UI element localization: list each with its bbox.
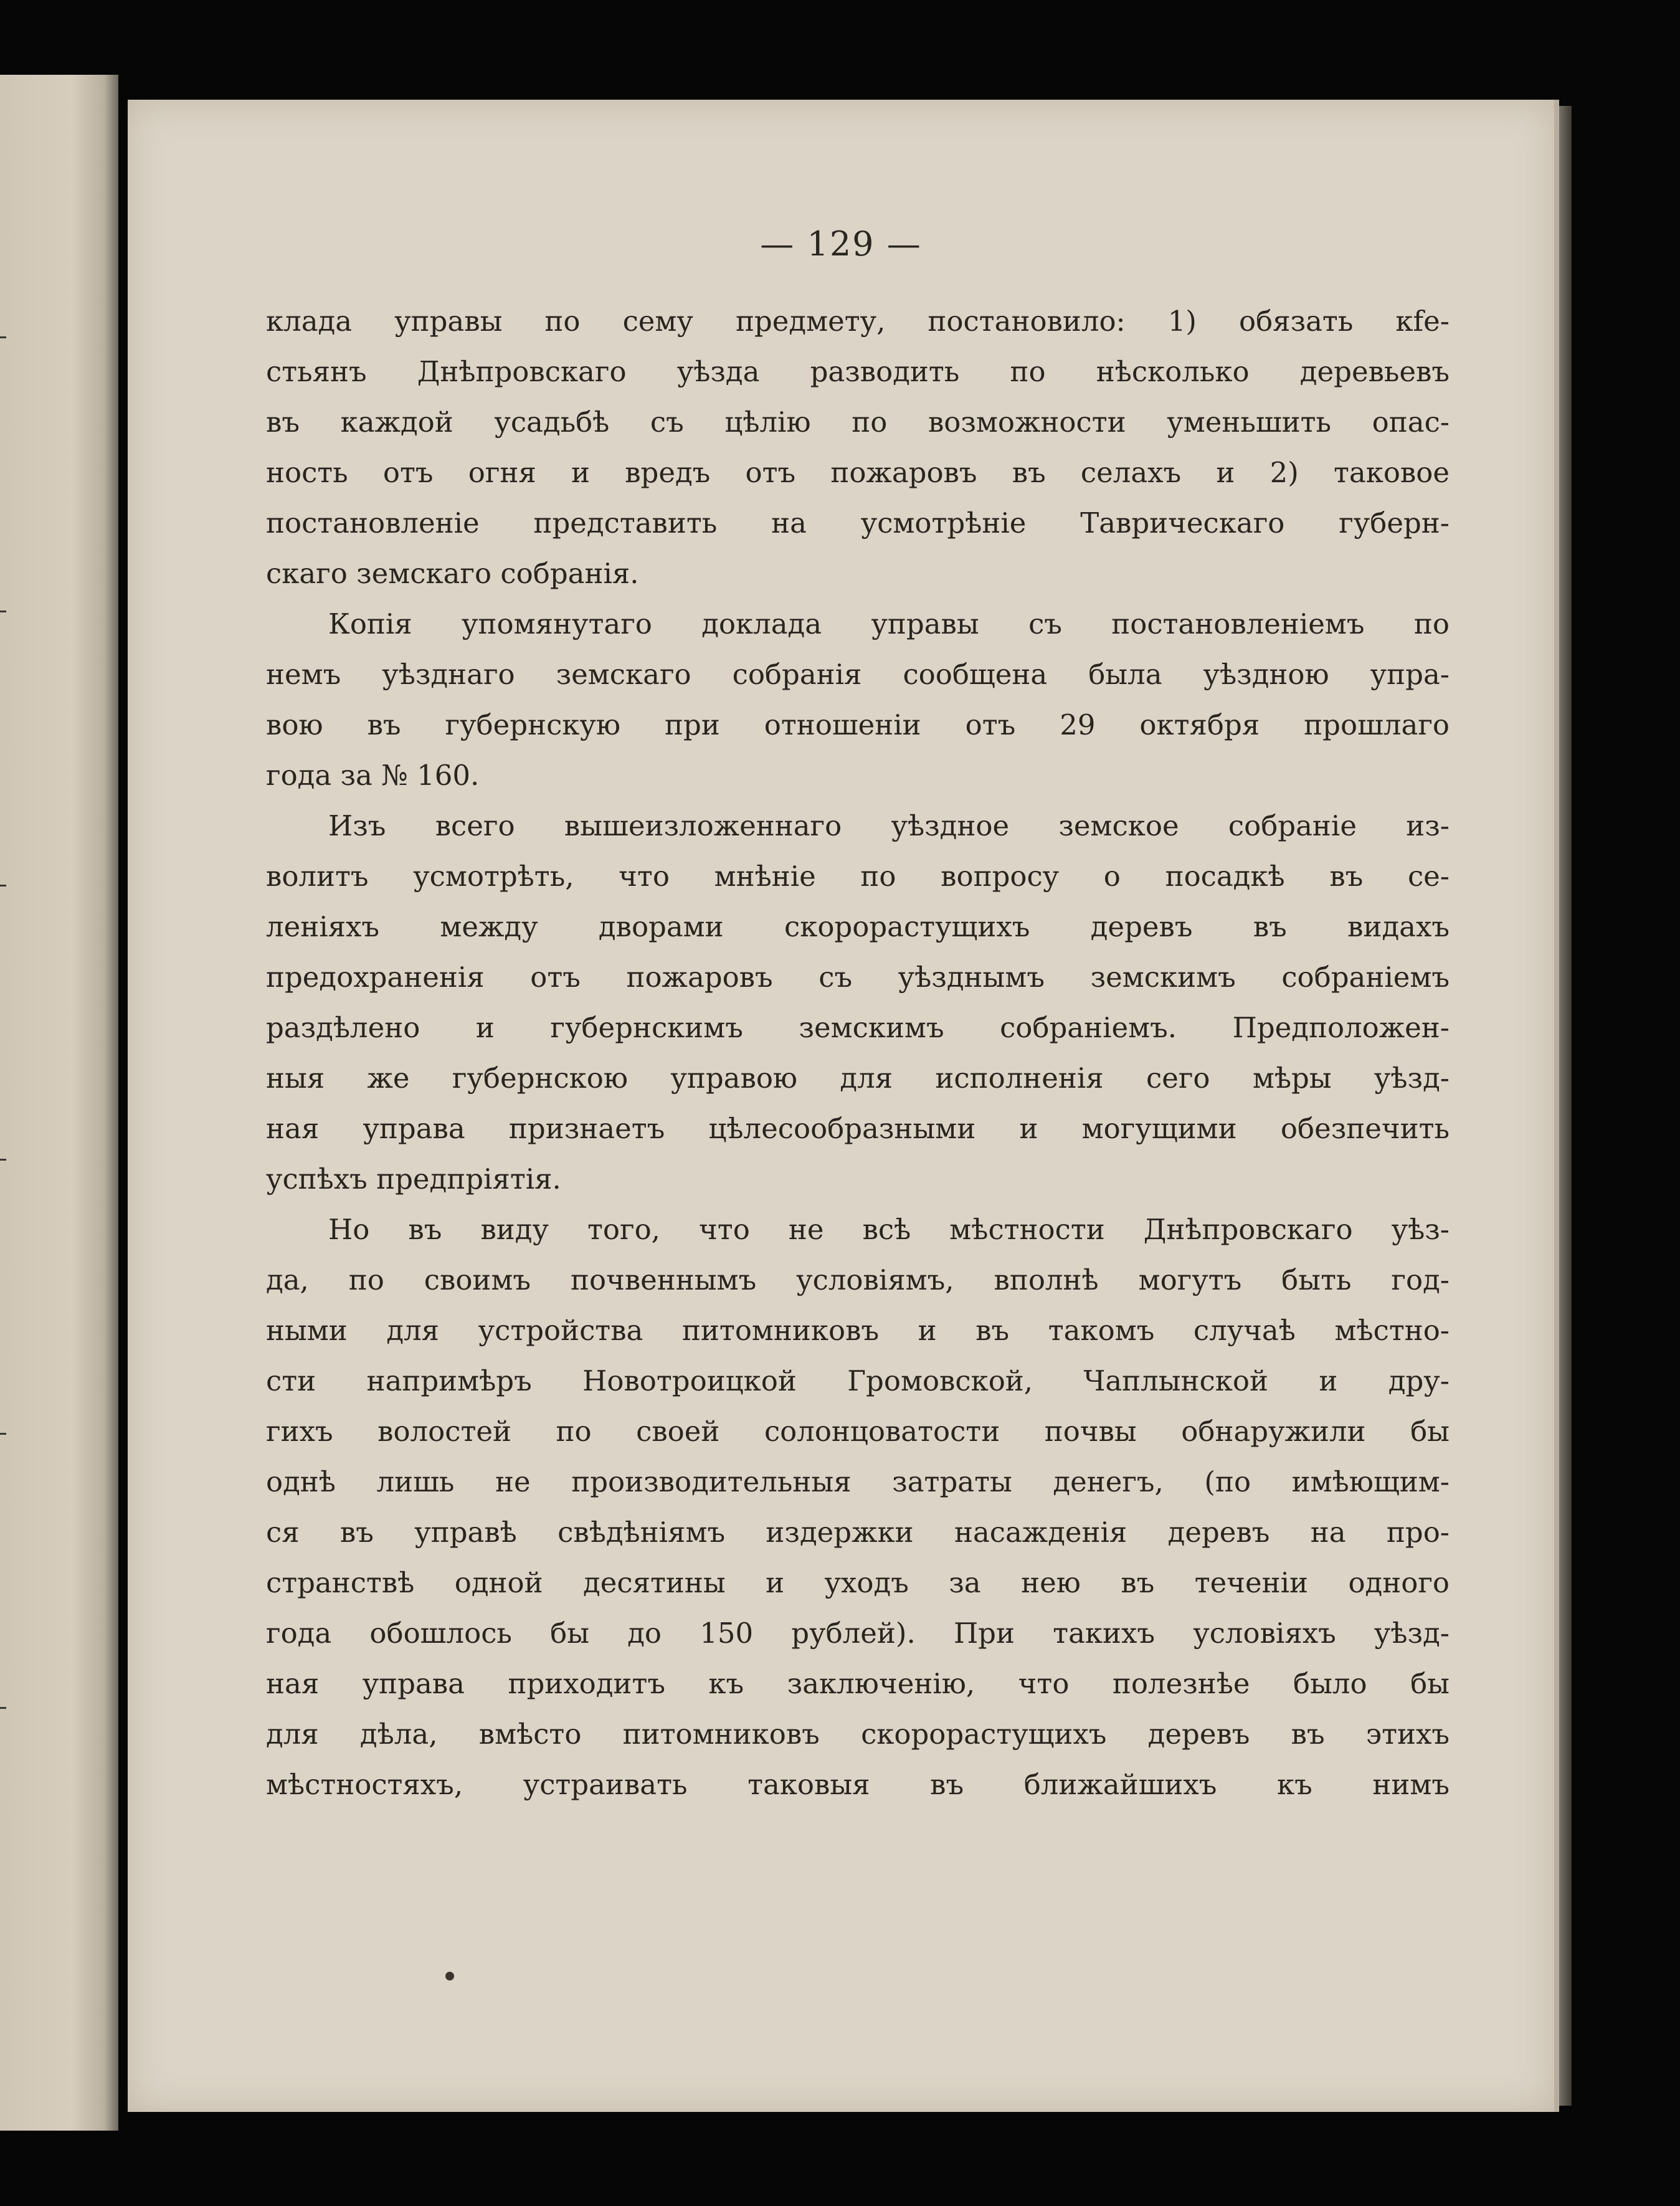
text-line: раздѣлено и губернскимъ земскимъ собраніемъ. Предположен-	[266, 1011, 1450, 1044]
text-line: странствѣ одной десятины и уходъ за нею въ теченіи одного	[266, 1566, 1450, 1599]
facing-page-mark	[0, 1433, 6, 1435]
text-line: мѣстностяхъ, устраивать таковыя въ ближайшихъ къ нимъ	[266, 1768, 1450, 1801]
book-page	[128, 100, 1559, 2112]
text-line: ными для устройства питомниковъ и въ такомъ случаѣ мѣстно-	[266, 1314, 1450, 1347]
facing-page-edge	[0, 75, 118, 2131]
text-line: Изъ всего вышеизложеннаго уѣздное земское собраніе из-	[328, 809, 1450, 842]
text-line: ныя же губернскою управою для исполненія сего мѣры уѣзд-	[266, 1062, 1450, 1095]
text-line: клада управы по сему предмету, постановило: 1) обязать кfе-	[266, 305, 1450, 338]
text-line: ная управа признаетъ цѣлесообразными и могущими обезпечить	[266, 1112, 1450, 1145]
text-line: стьянъ Днѣпровскаго уѣзда разводить по нѣсколько деревьевъ	[266, 355, 1450, 388]
text-line: однѣ лишь не производительныя затраты денегъ, (по имѣющим-	[266, 1465, 1450, 1498]
facing-page-mark	[0, 1159, 6, 1161]
text-line: сти напримѣръ Новотроицкой Громовской, Чаплынской и дру-	[266, 1364, 1450, 1397]
text-line: ная управа приходитъ къ заключенію, что полезнѣе было бы	[266, 1667, 1450, 1700]
text-line: немъ уѣзднаго земскаго собранія сообщена была уѣздною упра-	[266, 658, 1450, 691]
text-line: волитъ усмотрѣть, что мнѣніе по вопросу о посадкѣ въ се-	[266, 860, 1450, 893]
text-line: ся въ управѣ свѣдѣніямъ издержки насажденія деревъ на про-	[266, 1516, 1450, 1549]
text-line: вою въ губернскую при отношеніи отъ 29 октября прошлаго	[266, 708, 1450, 741]
facing-page-mark	[0, 611, 6, 612]
text-line: ность отъ огня и вредъ отъ пожаровъ въ селахъ и 2) таковое	[266, 456, 1450, 489]
text-line: года обошлось бы до 150 рублей). При такихъ условіяхъ уѣзд-	[266, 1617, 1450, 1650]
text-line: постановленіе представить на усмотрѣніе Таврическаго губерн-	[266, 506, 1450, 540]
body-text	[266, 296, 1450, 1810]
text-line: въ каждой усадьбѣ съ цѣлію по возможности уменьшить опас-	[266, 406, 1450, 439]
text-line: скаго земскаго собранія.	[266, 557, 639, 590]
text-line: Копія упомянутаго доклада управы съ постановленіемъ по	[328, 607, 1450, 640]
text-line: Но въ виду того, что не всѣ мѣстности Днѣпровскаго уѣз-	[328, 1213, 1450, 1246]
text-line: года за № 160.	[266, 759, 480, 792]
ink-spot	[445, 1972, 454, 1980]
text-line: для дѣла, вмѣсто питомниковъ скорорастущихъ деревъ въ этихъ	[266, 1718, 1450, 1751]
page-number: — 129 —	[760, 224, 922, 264]
text-line: леніяхъ между дворами скорорастущихъ деревъ въ видахъ	[266, 910, 1450, 943]
facing-page-mark	[0, 1707, 6, 1709]
text-line: да, по своимъ почвеннымъ условіямъ, вполнѣ могутъ быть год-	[266, 1263, 1450, 1296]
text-line: гихъ волостей по своей солонцоватости почвы обнаружили бы	[266, 1415, 1450, 1448]
facing-page-mark	[0, 885, 6, 887]
text-line: успѣхъ предпріятія.	[266, 1162, 561, 1196]
facing-page-mark	[0, 336, 6, 338]
text-line: предохраненія отъ пожаровъ съ уѣзднымъ земскимъ собраніемъ	[266, 961, 1450, 994]
